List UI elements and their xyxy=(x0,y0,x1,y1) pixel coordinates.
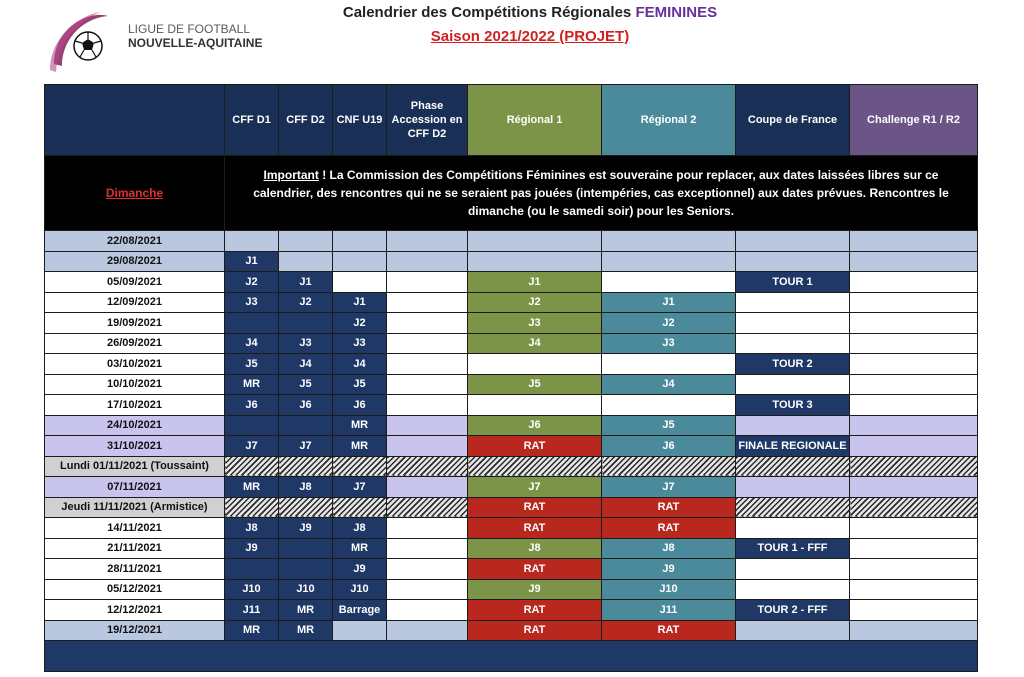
regional-1-cell: J2 xyxy=(468,292,602,313)
coupe-de-france-cell: TOUR 1 xyxy=(736,272,850,293)
notice-text: ! La Commission des Compétitions Féminines est souveraine pour replacer, aux dates laissées libres sur ce calendrier, des rencontres qui ne se seraient pas jouées (intempéries, cas exceptionnel) aux dates prévues. Rencontres le dimanche (ou le samedi soir) pour les Seniors. xyxy=(253,168,949,218)
header-cell-regional-1: Régional 1 xyxy=(468,85,602,156)
date-cell: 26/09/2021 xyxy=(45,333,225,354)
cnf-u19-cell: J1 xyxy=(333,292,387,313)
date-cell: 21/11/2021 xyxy=(45,538,225,559)
coupe-de-france-cell: TOUR 2 - FFF xyxy=(736,600,850,621)
regional-1-cell: J9 xyxy=(468,579,602,600)
header-cell-challenge: Challenge R1 / R2 xyxy=(850,85,978,156)
date-cell: 31/10/2021 xyxy=(45,436,225,457)
date-cell: 12/12/2021 xyxy=(45,600,225,621)
cnf-u19-cell xyxy=(333,497,387,518)
cff-d2-cell xyxy=(279,251,333,272)
footer-band-cell xyxy=(45,641,978,672)
phase-accession-cell xyxy=(387,538,468,559)
table-row xyxy=(45,559,978,580)
coupe-de-france-cell xyxy=(736,374,850,395)
header-cell-regional-2: Régional 2 xyxy=(602,85,736,156)
regional-2-cell: J3 xyxy=(602,333,736,354)
regional-1-cell: J5 xyxy=(468,374,602,395)
cff-d2-cell: J10 xyxy=(279,579,333,600)
cnf-u19-cell: J5 xyxy=(333,374,387,395)
challenge-cell xyxy=(850,620,978,641)
challenge-cell xyxy=(850,559,978,580)
regional-1-cell: J8 xyxy=(468,538,602,559)
league-name-line2: NOUVELLE-AQUITAINE xyxy=(128,36,263,50)
league-logo xyxy=(48,8,268,78)
table-row xyxy=(45,600,978,621)
notice-day: Dimanche xyxy=(45,156,225,231)
phase-accession-cell xyxy=(387,374,468,395)
cff-d2-cell: J2 xyxy=(279,292,333,313)
cff-d1-cell: J4 xyxy=(225,333,279,354)
table-row xyxy=(45,436,978,457)
cff-d1-cell: MR xyxy=(225,374,279,395)
coupe-de-france-cell xyxy=(736,456,850,477)
regional-1-cell: J3 xyxy=(468,313,602,334)
cnf-u19-cell xyxy=(333,456,387,477)
coupe-de-france-cell xyxy=(736,251,850,272)
challenge-cell xyxy=(850,313,978,334)
cnf-u19-cell xyxy=(333,272,387,293)
cff-d2-cell: J8 xyxy=(279,477,333,498)
table-row xyxy=(45,292,978,313)
cff-d1-cell: MR xyxy=(225,620,279,641)
notice-row xyxy=(45,156,978,231)
table-row xyxy=(45,313,978,334)
date-cell: 14/11/2021 xyxy=(45,518,225,539)
cnf-u19-cell: J9 xyxy=(333,559,387,580)
phase-accession-cell xyxy=(387,313,468,334)
regional-1-cell: RAT xyxy=(468,559,602,580)
phase-accession-cell xyxy=(387,436,468,457)
table-row xyxy=(45,374,978,395)
date-cell: 07/11/2021 xyxy=(45,477,225,498)
phase-accession-cell xyxy=(387,292,468,313)
cff-d2-cell: MR xyxy=(279,600,333,621)
regional-1-cell xyxy=(468,231,602,252)
regional-1-cell: RAT xyxy=(468,518,602,539)
challenge-cell xyxy=(850,497,978,518)
regional-1-cell xyxy=(468,354,602,375)
header-cell-phase-accession: Phase Accession en CFF D2 xyxy=(387,85,468,156)
cnf-u19-cell xyxy=(333,251,387,272)
cnf-u19-cell: J10 xyxy=(333,579,387,600)
cff-d1-cell: J1 xyxy=(225,251,279,272)
cff-d1-cell: J9 xyxy=(225,538,279,559)
regional-2-cell: J8 xyxy=(602,538,736,559)
table-row xyxy=(45,395,978,416)
header-cell-coupe-de-france: Coupe de France xyxy=(736,85,850,156)
cnf-u19-cell: MR xyxy=(333,538,387,559)
phase-accession-cell xyxy=(387,333,468,354)
football-logo-icon xyxy=(48,8,120,78)
regional-1-cell: RAT xyxy=(468,600,602,621)
regional-2-cell: RAT xyxy=(602,497,736,518)
coupe-de-france-cell xyxy=(736,333,850,354)
challenge-cell xyxy=(850,374,978,395)
coupe-de-france-cell xyxy=(736,415,850,436)
cff-d2-cell xyxy=(279,231,333,252)
cff-d2-cell: MR xyxy=(279,620,333,641)
cff-d2-cell: J3 xyxy=(279,333,333,354)
notice-message xyxy=(225,156,978,231)
cnf-u19-cell: J7 xyxy=(333,477,387,498)
challenge-cell xyxy=(850,251,978,272)
header-cell-date xyxy=(45,85,225,156)
header-cell-cff-d2: CFF D2 xyxy=(279,85,333,156)
coupe-de-france-cell xyxy=(736,477,850,498)
date-cell: 10/10/2021 xyxy=(45,374,225,395)
phase-accession-cell xyxy=(387,620,468,641)
table-row xyxy=(45,272,978,293)
cnf-u19-cell xyxy=(333,620,387,641)
cff-d1-cell: J5 xyxy=(225,354,279,375)
table-row xyxy=(45,251,978,272)
date-cell: 12/09/2021 xyxy=(45,292,225,313)
regional-2-cell: J2 xyxy=(602,313,736,334)
regional-2-cell: J9 xyxy=(602,559,736,580)
regional-1-cell: RAT xyxy=(468,497,602,518)
regional-2-cell xyxy=(602,354,736,375)
cnf-u19-cell: J8 xyxy=(333,518,387,539)
date-cell: 29/08/2021 xyxy=(45,251,225,272)
coupe-de-france-cell xyxy=(736,313,850,334)
regional-2-cell xyxy=(602,231,736,252)
cnf-u19-cell xyxy=(333,231,387,252)
cff-d2-cell: J4 xyxy=(279,354,333,375)
phase-accession-cell xyxy=(387,231,468,252)
cff-d1-cell: J8 xyxy=(225,518,279,539)
cff-d1-cell xyxy=(225,231,279,252)
cff-d2-cell: J9 xyxy=(279,518,333,539)
cnf-u19-cell: J6 xyxy=(333,395,387,416)
regional-2-cell: RAT xyxy=(602,620,736,641)
cnf-u19-cell: MR xyxy=(333,415,387,436)
challenge-cell xyxy=(850,579,978,600)
date-cell: 22/08/2021 xyxy=(45,231,225,252)
table-row xyxy=(45,456,978,477)
league-name-line1: LIGUE DE FOOTBALL xyxy=(128,22,251,36)
cff-d1-cell xyxy=(225,415,279,436)
cff-d2-cell: J7 xyxy=(279,436,333,457)
phase-accession-cell xyxy=(387,354,468,375)
phase-accession-cell xyxy=(387,559,468,580)
phase-accession-cell xyxy=(387,579,468,600)
table-row xyxy=(45,518,978,539)
regional-2-cell: J4 xyxy=(602,374,736,395)
phase-accession-cell xyxy=(387,456,468,477)
coupe-de-france-cell xyxy=(736,559,850,580)
cff-d1-cell: J7 xyxy=(225,436,279,457)
header-cell-cff-d1: CFF D1 xyxy=(225,85,279,156)
coupe-de-france-cell: TOUR 3 xyxy=(736,395,850,416)
table-row xyxy=(45,415,978,436)
cnf-u19-cell: Barrage xyxy=(333,600,387,621)
cff-d1-cell xyxy=(225,497,279,518)
coupe-de-france-cell xyxy=(736,579,850,600)
cff-d2-cell xyxy=(279,559,333,580)
cnf-u19-cell: J3 xyxy=(333,333,387,354)
date-cell: 19/12/2021 xyxy=(45,620,225,641)
page-title xyxy=(240,4,820,21)
cff-d1-cell: MR xyxy=(225,477,279,498)
date-cell: 28/11/2021 xyxy=(45,559,225,580)
regional-2-cell: J6 xyxy=(602,436,736,457)
cff-d1-cell xyxy=(225,559,279,580)
regional-1-cell: J4 xyxy=(468,333,602,354)
challenge-cell xyxy=(850,395,978,416)
regional-1-cell xyxy=(468,395,602,416)
title-main: Calendrier des Compétitions Régionales xyxy=(342,4,636,21)
date-cell: Lundi 01/11/2021 (Toussaint) xyxy=(45,456,225,477)
regional-1-cell: J7 xyxy=(468,477,602,498)
coupe-de-france-cell: TOUR 2 xyxy=(736,354,850,375)
regional-1-cell: J6 xyxy=(468,415,602,436)
coupe-de-france-cell xyxy=(736,497,850,518)
coupe-de-france-cell xyxy=(736,518,850,539)
date-cell: 17/10/2021 xyxy=(45,395,225,416)
date-cell: 05/09/2021 xyxy=(45,272,225,293)
cnf-u19-cell: J2 xyxy=(333,313,387,334)
regional-2-cell: J11 xyxy=(602,600,736,621)
cff-d1-cell: J10 xyxy=(225,579,279,600)
challenge-cell xyxy=(850,436,978,457)
date-cell: 19/09/2021 xyxy=(45,313,225,334)
cff-d2-cell xyxy=(279,456,333,477)
regional-2-cell: J1 xyxy=(602,292,736,313)
phase-accession-cell xyxy=(387,415,468,436)
phase-accession-cell xyxy=(387,600,468,621)
table-row xyxy=(45,354,978,375)
phase-accession-cell xyxy=(387,395,468,416)
table-row xyxy=(45,538,978,559)
table-row xyxy=(45,620,978,641)
phase-accession-cell xyxy=(387,477,468,498)
phase-accession-cell xyxy=(387,251,468,272)
regional-1-cell: RAT xyxy=(468,436,602,457)
challenge-cell xyxy=(850,415,978,436)
regional-2-cell: RAT xyxy=(602,518,736,539)
cnf-u19-cell: MR xyxy=(333,436,387,457)
cff-d2-cell: J6 xyxy=(279,395,333,416)
regional-1-cell: RAT xyxy=(468,620,602,641)
regional-2-cell xyxy=(602,395,736,416)
coupe-de-france-cell xyxy=(736,292,850,313)
challenge-cell xyxy=(850,456,978,477)
phase-accession-cell xyxy=(387,497,468,518)
challenge-cell xyxy=(850,231,978,252)
title-highlight: FEMININES xyxy=(635,4,718,21)
cff-d2-cell xyxy=(279,313,333,334)
challenge-cell xyxy=(850,600,978,621)
notice-important: Important xyxy=(263,168,319,182)
calendar-table xyxy=(44,84,978,672)
coupe-de-france-cell xyxy=(736,620,850,641)
phase-accession-cell xyxy=(387,518,468,539)
cnf-u19-cell: J4 xyxy=(333,354,387,375)
cff-d2-cell xyxy=(279,497,333,518)
cff-d1-cell xyxy=(225,313,279,334)
regional-2-cell: J5 xyxy=(602,415,736,436)
regional-2-cell xyxy=(602,456,736,477)
cff-d1-cell: J6 xyxy=(225,395,279,416)
challenge-cell xyxy=(850,518,978,539)
table-row xyxy=(45,497,978,518)
regional-2-cell xyxy=(602,272,736,293)
regional-1-cell: J1 xyxy=(468,272,602,293)
regional-1-cell xyxy=(468,456,602,477)
coupe-de-france-cell: TOUR 1 - FFF xyxy=(736,538,850,559)
season-subtitle: Saison 2021/2022 (PROJET) xyxy=(430,28,630,45)
regional-2-cell: J10 xyxy=(602,579,736,600)
challenge-cell xyxy=(850,538,978,559)
coupe-de-france-cell: FINALE REGIONALE xyxy=(736,436,850,457)
cff-d2-cell xyxy=(279,415,333,436)
cff-d2-cell xyxy=(279,538,333,559)
date-cell: 24/10/2021 xyxy=(45,415,225,436)
cff-d1-cell xyxy=(225,456,279,477)
challenge-cell xyxy=(850,333,978,354)
footer-band xyxy=(45,641,978,672)
table-row xyxy=(45,231,978,252)
challenge-cell xyxy=(850,272,978,293)
header-row xyxy=(45,85,978,156)
cff-d2-cell: J1 xyxy=(279,272,333,293)
table-row xyxy=(45,333,978,354)
table-row xyxy=(45,477,978,498)
cff-d2-cell: J5 xyxy=(279,374,333,395)
cff-d1-cell: J11 xyxy=(225,600,279,621)
date-cell: 03/10/2021 xyxy=(45,354,225,375)
challenge-cell xyxy=(850,354,978,375)
regional-1-cell xyxy=(468,251,602,272)
phase-accession-cell xyxy=(387,272,468,293)
regional-2-cell xyxy=(602,251,736,272)
coupe-de-france-cell xyxy=(736,231,850,252)
header-cell-cnf-u19: CNF U19 xyxy=(333,85,387,156)
regional-2-cell: J7 xyxy=(602,477,736,498)
cff-d1-cell: J2 xyxy=(225,272,279,293)
challenge-cell xyxy=(850,292,978,313)
date-cell: 05/12/2021 xyxy=(45,579,225,600)
table-row xyxy=(45,579,978,600)
challenge-cell xyxy=(850,477,978,498)
date-cell: Jeudi 11/11/2021 (Armistice) xyxy=(45,497,225,518)
cff-d1-cell: J3 xyxy=(225,292,279,313)
